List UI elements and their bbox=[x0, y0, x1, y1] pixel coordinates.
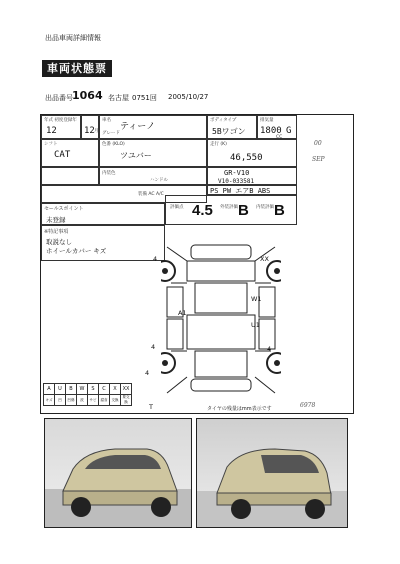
legend-key: U bbox=[55, 384, 66, 395]
car-rear-image bbox=[197, 419, 347, 527]
model-value: ティーノ bbox=[120, 122, 156, 132]
legend-desc: 波 bbox=[77, 395, 88, 406]
lot-date: 2005/10/27 bbox=[168, 93, 209, 101]
inspection-sheet bbox=[40, 114, 354, 414]
model-cell: 車名 グレード ティーノ bbox=[99, 115, 207, 139]
damage-bottom-left: 4 bbox=[145, 369, 150, 377]
car-diagram bbox=[161, 227, 281, 407]
score-cell: 評価点 4.5 外装評価 B 内装評価 B bbox=[165, 195, 297, 225]
legend-key: X bbox=[110, 384, 121, 395]
remark-line-1: 取説なし bbox=[46, 238, 72, 246]
lot-number: 1064 bbox=[72, 89, 103, 102]
legend-desc: 要交換 bbox=[122, 395, 130, 404]
sheet-banner: 車両状態票 bbox=[42, 60, 112, 77]
legend-desc: 凹傷 bbox=[66, 395, 77, 406]
remarks-cell: ※特記事項 取説なし ホイールカバー キズ bbox=[41, 225, 165, 261]
legend-key: XX bbox=[121, 384, 132, 395]
lot-venue: 名古屋 bbox=[108, 94, 129, 102]
legend-key: B bbox=[66, 384, 77, 395]
interior-cell: 内装色 ハンドル bbox=[99, 167, 207, 185]
displacement-cell: 排気量 1800 G CC bbox=[257, 115, 297, 139]
chassis-cell: GR-V10 V10-033581 bbox=[207, 167, 297, 185]
equipment-label-cell: 装備 AC A/C bbox=[41, 185, 207, 203]
shift-value: CAT bbox=[54, 150, 71, 160]
year-cell: 年式 初度登録年 12 bbox=[41, 115, 81, 139]
damage-rl: 4 bbox=[151, 343, 156, 351]
damage-legend bbox=[43, 383, 132, 406]
legend-desc: 交換 bbox=[110, 395, 121, 406]
car-front-image bbox=[45, 419, 191, 527]
legend-key: W bbox=[77, 384, 88, 395]
damage-rr: 4 bbox=[267, 345, 272, 353]
legend-desc: 凹 bbox=[55, 395, 66, 406]
legend-desc: 腐食 bbox=[99, 395, 110, 406]
body-type-cell: ボディタイプ 5Bワゴン bbox=[207, 115, 257, 139]
lot-session: 0751回 bbox=[132, 94, 157, 102]
photo-front bbox=[44, 418, 192, 528]
damage-fr: XX bbox=[260, 255, 269, 263]
handwriting-side: SEP bbox=[312, 156, 325, 163]
equipment-cell: PS PW エアB ABS bbox=[207, 185, 297, 195]
legend-desc: サビ bbox=[88, 395, 99, 406]
color-cell: 色番 (KLO) ツユバー bbox=[99, 139, 207, 167]
page-title: 出品車両詳細情報 bbox=[45, 34, 101, 42]
damage-side-right-1: W1 bbox=[251, 295, 262, 303]
legend-key: C bbox=[99, 384, 110, 395]
blank-cell bbox=[41, 167, 99, 185]
mileage-value: 46,550 bbox=[230, 153, 263, 163]
exterior-grade: B bbox=[238, 202, 249, 219]
damage-side-right-2: U1 bbox=[251, 321, 260, 329]
legend-desc: キズ bbox=[44, 395, 55, 406]
month-cell: 12 月 bbox=[81, 115, 99, 139]
legend-key: A bbox=[44, 384, 55, 395]
mileage-cell: 走行 (K) 46,550 bbox=[207, 139, 297, 167]
lot-label: 出品番号 bbox=[45, 94, 73, 102]
shift-cell: シフト CAT bbox=[41, 139, 99, 167]
sales-cell: セールスポイント 未登録 bbox=[41, 203, 165, 225]
handwriting-bottom: 6978 bbox=[300, 402, 316, 409]
tire-note: タイヤの残量はmm表示です bbox=[207, 406, 272, 412]
remark-line-2: ホイールカバー キズ bbox=[46, 247, 107, 255]
handwriting-top: 00 bbox=[314, 140, 322, 147]
interior-grade: B bbox=[274, 202, 285, 219]
year-value: 12 bbox=[46, 126, 57, 136]
score-value: 4.5 bbox=[192, 202, 213, 219]
damage-tail: T bbox=[149, 403, 153, 411]
damage-fl: 4 bbox=[153, 255, 158, 263]
legend-key: S bbox=[88, 384, 99, 395]
photo-rear bbox=[196, 418, 348, 528]
damage-side-left: A1 bbox=[178, 309, 187, 317]
